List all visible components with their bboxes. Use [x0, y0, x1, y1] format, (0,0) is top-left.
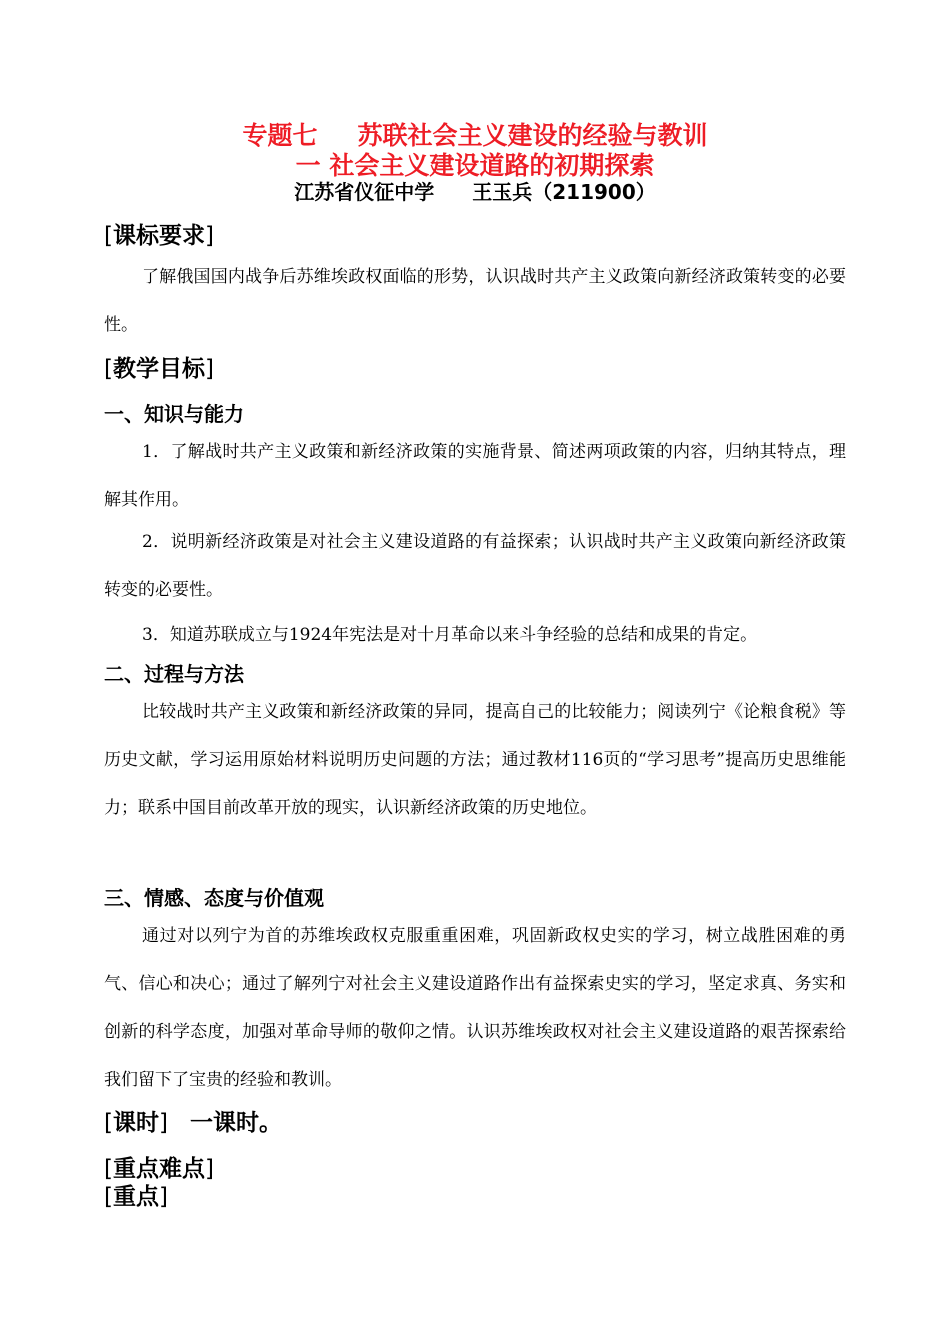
- heading-values: 三、情感、态度与价值观: [104, 886, 324, 910]
- process-text: 比较战时共产主义政策和新经济政策的异同，提高自己的比较能力；阅读列宁《论粮食税》等历史文献，学习运用原始材料说明历史问题的方法；通过教材116页的“学习思考”提高历史思维能力；联系中国目前改革开放的现实，认识新经济政策的历史地位。: [104, 702, 846, 818]
- heading-period: [课时] 一课时。: [104, 1110, 282, 1136]
- document-title-line2: 一 社会主义建设道路的初期探索: [295, 151, 655, 180]
- author-name: 王玉兵（211900）: [472, 180, 656, 204]
- heading-curriculum: [课标要求]: [104, 223, 214, 249]
- topic-title: 苏联社会主义建设的经验与教训: [357, 121, 708, 150]
- curriculum-text: 了解俄国国内战争后苏维埃政权面临的形势，认识战时共产主义政策向新经济政策转变的必要性。: [104, 267, 846, 335]
- heading-process: 二、过程与方法: [104, 662, 244, 686]
- knowledge-item-2: 2．说明新经济政策是对社会主义建设道路的有益探索；认识战时共产主义政策向新经济政策转变的必要性。: [104, 532, 846, 600]
- knowledge-item-3: 3．知道苏联成立与1924年宪法是对十月革命以来斗争经验的总结和成果的肯定。: [142, 625, 758, 645]
- period-value: 一课时。: [189, 1110, 282, 1136]
- author-school: 江苏省仪征中学: [294, 180, 435, 204]
- heading-key: [重点]: [104, 1184, 168, 1210]
- heading-knowledge: 一、知识与能力: [104, 402, 244, 426]
- knowledge-item-1: 1．了解战时共产主义政策和新经济政策的实施背景、简述两项政策的内容，归纳其特点，理解其作用。: [104, 442, 846, 510]
- author-line: [0, 176, 950, 205]
- heading-keypoints: [重点难点]: [104, 1156, 214, 1182]
- values-text: 通过对以列宁为首的苏维埃政权克服重重困难，巩固新政权史实的学习，树立战胜困难的勇气、信心和决心；通过了解列宁对社会主义建设道路作出有益探索史实的学习，坚定求真、务实和创新的科学态度，加强对革命导师的敬仰之情。认识苏维埃政权对社会主义建设道路的艰苦探索给我们留下了宝贵的经验和教训。: [104, 926, 846, 1090]
- topic-label: 专题七: [242, 121, 318, 150]
- heading-objectives: [教学目标]: [104, 356, 214, 382]
